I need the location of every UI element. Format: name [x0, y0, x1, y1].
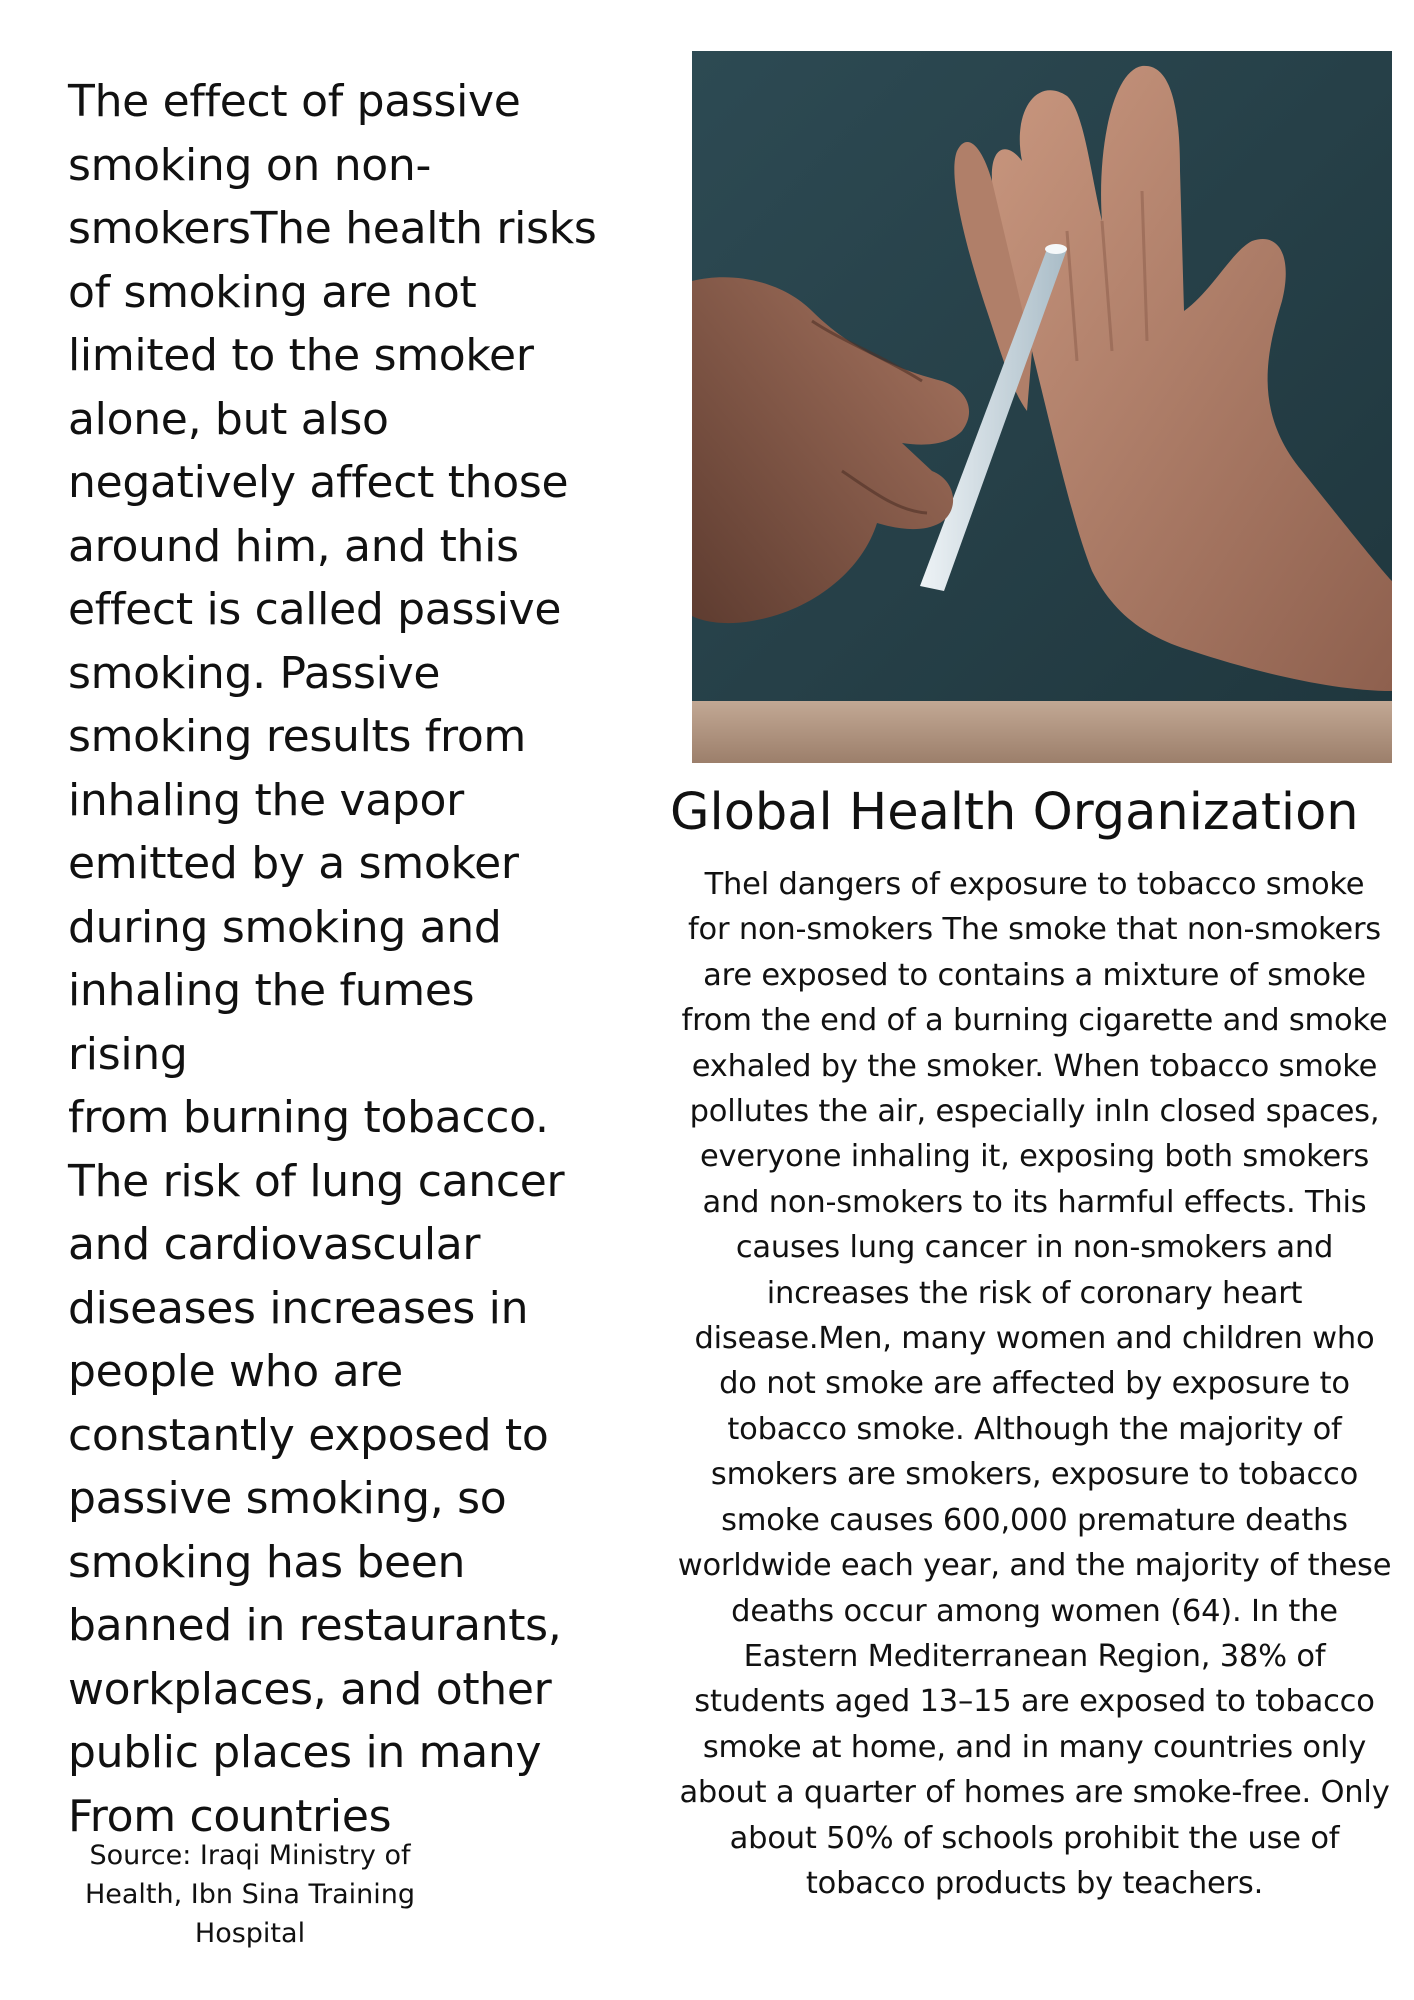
source-citation: Source: Iraqi Ministry of Health, Ibn Sina Training Hospital [84, 1840, 416, 1949]
photo-refusing-cigarette [692, 51, 1392, 763]
article-text-who: Thel dangers of exposure to tobacco smoke for non-smokers The smoke that non-smokers are exposed to contains a mixture of smoke from the end of a burning cigarette and smoke exhaled by the smoker. When tobacco smoke pollutes the air, especially inIn closed spaces, everyone inhaling it, exposing both smokers and non-smokers to its harmful effects. This causes lung cancer in non-smokers and increases the risk of coronary heart disease.Men, many women and children who do not smoke are affected by exposure to tobacco smoke. Although the majority of smokers are smokers, exposure to tobacco smoke causes 600,000 premature deaths worldwide each year, and the majority of these deaths occur among women (64). In the Eastern Mediterranean Region, 38% of students aged 13–15 are exposed to tobacco smoke at home, and in many countries only about a quarter of homes are smoke-free. Only about 50% of schools prohibit the use of tobacco products by teachers. [677, 867, 1392, 1901]
article-text-passive-smoking: The effect of passive smoking on non- smokersThe health risks of smoking are not limited to the smoker alone, but also negatively affect those around him, and this effect is called passive smoking. Passive smoking results from inhaling the vapor emitted by a smoker during smoking and inhaling the fumes rising from burning tobacco. The risk of lung cancer and cardiovascular diseases increases in people who are constantly exposed to passive smoking, so smoking has been banned in restaurants, workplaces, and other public places in many From countries [68, 76, 597, 1842]
section-heading: Global Health Organization [670, 783, 1359, 842]
